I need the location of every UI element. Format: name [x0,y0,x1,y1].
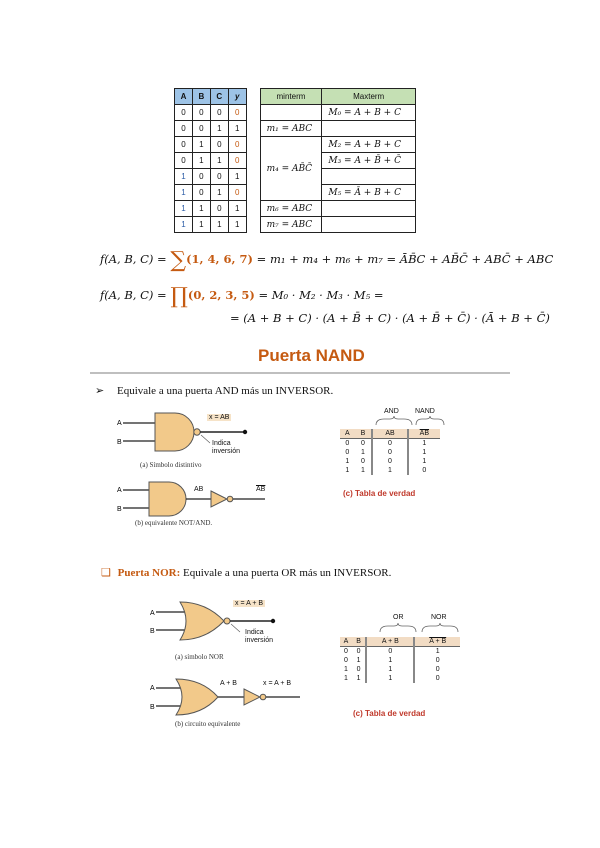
cell: 0 [175,121,193,137]
pos-lhs: f(A, B, C) = [100,288,167,302]
cell: 1 [366,674,414,683]
cell: 1 [175,201,193,217]
cell: 1 [343,675,348,682]
svg-text:A: A [150,610,155,617]
nor-or-output: A + B [220,680,237,687]
cell: 0 [210,137,228,153]
cell: 0 [175,105,193,121]
cell: 1 [366,665,414,674]
cell: 1 [192,137,210,153]
nor-equiv-output: x = A + B [263,680,292,687]
pos-equation [100,284,383,309]
cell: 0 [192,105,210,121]
brace-icon [372,416,452,426]
nand-equiv-output: $\overline{AB}$ [256,486,266,493]
svg-text:A: A [150,685,155,692]
cell: 0 [366,647,414,657]
arrow-bullet-icon: ➢ [95,385,105,397]
th: A [340,637,352,647]
nand-x-label [207,414,231,421]
maxterm-5: M₅ = Ā + B + C [322,185,416,201]
svg-text:A: A [117,487,122,494]
cell: 1 [228,217,246,233]
nand-caption-b: (b) equivalente NOT/AND. [135,519,213,527]
cell: 0 [175,137,193,153]
nor-col-or: OR [393,614,404,621]
pos-equation-line2: = (A + B + C) · (A + B̄ + C) · (A + B̄ + C̄) · (Ā + B + C̄) [230,311,550,325]
th: $\overline{AB}$ [408,429,440,439]
cell: 1 [360,449,365,456]
cell: 1 [175,169,193,185]
cell: 1 [408,457,440,466]
nor-x-label [233,600,265,607]
minterm-6: m₆ = ABC [260,201,322,217]
cell: 0 [228,105,246,121]
cell: 1 [345,467,350,474]
nor-truth-table [340,637,460,683]
cell: 0 [175,153,193,169]
cell: 1 [372,466,407,475]
cell: 1 [192,217,210,233]
cell: 0 [414,674,460,683]
cell: 0 [192,185,210,201]
sop-rhs: = m₁ + m₄ + m₆ + m₇ = ĀB̄C + AB̄C̄ + ABC̄ + ABC [256,252,554,266]
cell: 0 [210,105,228,121]
minterm-7: m₇ = ABC [260,217,322,233]
pos-rhs: = M₀ · M₂ · M₃ · M₅ = [258,288,384,302]
cell: 1 [175,217,193,233]
cell: 0 [372,448,407,457]
cell: 0 [356,648,361,655]
cell: 1 [343,666,348,673]
header-maxterm: Maxterm [322,89,416,105]
sum-symbol: ∑ [170,248,187,273]
cell: 1 [414,647,460,657]
cell: 1 [345,458,350,465]
checkbox-bullet-icon: ❑ [101,567,111,579]
cell: 1 [356,675,361,682]
cell: 1 [228,121,246,137]
nand-caption-a: (a) Símbolo distintivo [140,461,202,469]
cell: 1 [408,439,440,449]
nand-truth-table [340,429,440,475]
nand-indica [212,440,240,456]
cell: 0 [414,656,460,665]
nand-and-output: AB [194,486,204,493]
nand-equivalent-diagram [115,478,275,520]
indica-text: Indica [245,629,264,636]
minterm-1: m₁ = ABC [260,121,322,137]
nand-col-nand: NAND [415,408,435,415]
th: B [352,637,366,647]
cell: 0 [372,457,407,466]
svg-text:A: A [117,420,122,427]
cell: 1 [360,467,365,474]
minterm-maxterm-table [174,88,416,233]
nor-indica [245,629,273,645]
maxterm-2: M₂ = A + B + C [322,137,416,153]
nor-bullet [101,566,391,579]
header-a: A [175,89,193,105]
cell: 1 [175,185,193,201]
header-c: C [210,89,228,105]
nor-col-nor: NOR [431,614,447,621]
brace-icon [376,623,466,633]
inversion-text: inversión [212,448,241,455]
nor-caption-b: (b) circuito equivalente [175,720,241,728]
cell: 0 [228,185,246,201]
maxterm-3: M₃ = A + B̄ + C̄ [322,153,416,169]
cell: 0 [360,458,365,465]
cell: 1 [192,201,210,217]
cell: 1 [366,656,414,665]
nand-output-expr: x = AB [209,414,230,421]
sop-lhs: f(A, B, C) = [100,252,167,266]
cell: 0 [345,440,350,447]
maxterm-0: M₀ = A + B + C [322,105,416,121]
product-symbol: ∏ [170,284,188,309]
cell: 1 [210,217,228,233]
cell: 0 [414,665,460,674]
inversion-text: inversión [245,637,274,644]
nor-caption-a: (a) símbolo NOR [175,653,224,661]
cell: 1 [356,657,361,664]
cell: 0 [360,440,365,447]
cell: 0 [210,201,228,217]
indica-text: Indica [212,440,231,447]
cell: 0 [228,153,246,169]
nand-bullet [95,384,333,397]
nor-output-expr: x = A + B [235,600,264,607]
cell: 1 [192,153,210,169]
nand-bullet-text: Equivale a una puerta AND más un INVERSOR. [116,385,334,397]
cell: 0 [210,169,228,185]
minterm-4: m₄ = AB̄C̄ [260,137,322,201]
cell: 0 [192,169,210,185]
svg-text:B: B [150,704,155,711]
svg-text:B: B [117,439,122,446]
svg-text:B: B [117,506,122,513]
cell: 0 [356,666,361,673]
divider [90,372,510,374]
cell: 1 [210,185,228,201]
cell: 1 [228,169,246,185]
cell: 0 [345,449,350,456]
nor-bullet-text: Equivale a una puerta OR más un INVERSOR. [180,567,392,579]
th: B [355,429,373,439]
nand-title: Puerta NAND [258,346,365,365]
cell: 1 [408,448,440,457]
cell: 1 [210,153,228,169]
nor-lead: Puerta NOR: [117,567,181,579]
th: AB [372,429,407,439]
nand-truth-caption: (c) Tabla de verdad [343,489,416,498]
nand-col-and: AND [384,408,399,415]
cell: 0 [408,466,440,475]
nor-symbol-diagram [148,598,298,652]
cell: 1 [210,121,228,137]
pos-set: (0, 2, 3, 5) [187,288,255,302]
nor-truth-caption: (c) Tabla de verdad [353,709,426,718]
svg-text:B: B [150,628,155,635]
sop-equation [100,248,553,273]
cell: 0 [192,121,210,137]
th: A + B [366,637,414,647]
cell: 0 [372,439,407,449]
header-b: B [192,89,210,105]
cell: 0 [343,657,348,664]
cell: 0 [343,648,348,655]
th: A [340,429,355,439]
nand-symbol-diagram [115,405,275,467]
cell: 1 [228,201,246,217]
sop-set: (1, 4, 6, 7) [186,252,253,266]
cell: 0 [228,137,246,153]
header-minterm: minterm [260,89,322,105]
th: A + B [414,637,460,647]
header-y: y [228,89,246,105]
